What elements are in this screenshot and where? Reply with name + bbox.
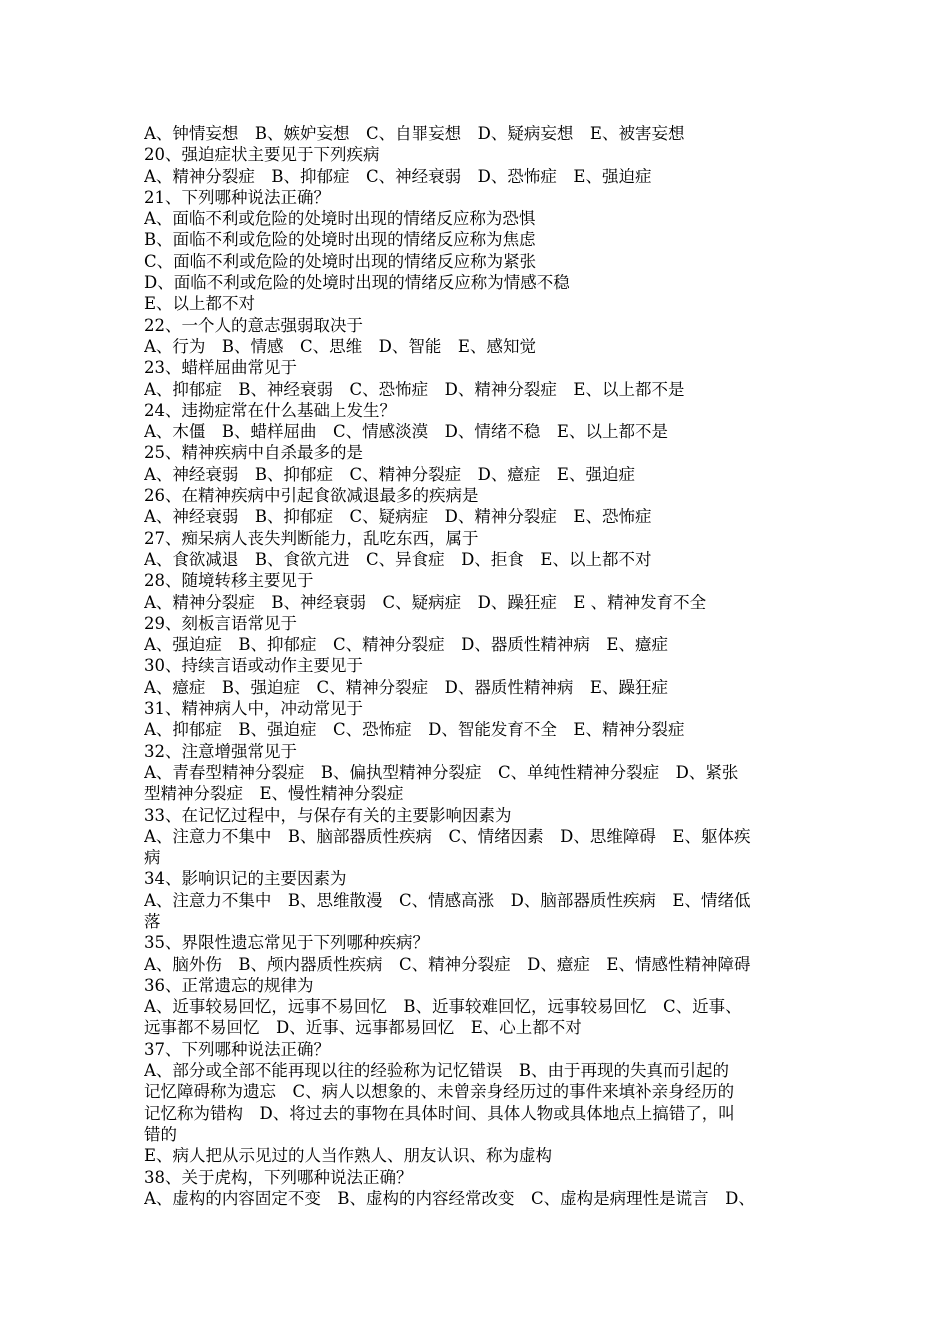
text-line: 记忆称为错构 D、将过去的事物在具体时间、具体人物或具体地点上搞错了，叫: [144, 1103, 735, 1123]
text-line: 型精神分裂症 E、慢性精神分裂症: [144, 784, 404, 804]
text-line: A、木僵 B、蜡样屈曲 C、情感淡漠 D、情绪不稳 E、以上都不是: [144, 422, 668, 442]
text-line: B、面临不利或危险的处境时出现的情绪反应称为焦虑: [144, 230, 536, 250]
text-line: A、行为 B、情感 C、思维 D、智能 E、感知觉: [144, 336, 536, 356]
text-line: A、脑外伤 B、颅内器质性疾病 C、精神分裂症 D、癔症 E、情感性精神障碍: [144, 954, 751, 974]
text-line: 病: [144, 848, 161, 868]
text-line: 远事都不易回忆 D、近事、远事都易回忆 E、心上都不对: [144, 1018, 582, 1038]
text-line: 落: [144, 911, 161, 931]
text-line: A、青春型精神分裂症 B、偏执型精神分裂症 C、单纯性精神分裂症 D、紧张: [144, 762, 739, 782]
text-line: A、面临不利或危险的处境时出现的情绪反应称为恐惧: [144, 209, 536, 229]
text-line: 32、注意增强常见于: [144, 741, 297, 761]
text-line: 错的: [144, 1124, 177, 1144]
text-line: 33、在记忆过程中，与保存有关的主要影响因素为: [144, 805, 512, 825]
document-page: [144, 123, 810, 1209]
text-line: A、精神分裂症 B、神经衰弱 C、疑病症 D、躁狂症 E 、精神发育不全: [144, 592, 707, 612]
text-line: 29、刻板言语常见于: [144, 613, 297, 633]
text-line: 25、精神疾病中自杀最多的是: [144, 443, 363, 463]
text-line: 37、下列哪种说法正确？: [144, 1039, 330, 1059]
text-line: 34、影响识记的主要因素为: [144, 869, 347, 889]
text-line: A、癔症 B、强迫症 C、精神分裂症 D、器质性精神病 E、躁狂症: [144, 677, 668, 697]
text-line: 记忆障碍称为遗忘 C、病人以想象的、未曾亲身经历过的事件来填补亲身经历的: [144, 1082, 735, 1102]
text-line: A、钟情妄想 B、嫉妒妄想 C、自罪妄想 D、疑病妄想 E、被害妄想: [144, 124, 685, 143]
text-line: E、以上都不对: [144, 294, 256, 314]
text-line: 21、下列哪种说法正确？: [144, 187, 330, 207]
text-line: A、注意力不集中 B、脑部器质性疾病 C、情绪因素 D、思维障碍 E、躯体疾: [144, 826, 751, 846]
text-line: A、强迫症 B、抑郁症 C、精神分裂症 D、器质性精神病 E、癔症: [144, 635, 668, 655]
text-line: 23、蜡样屈曲常见于: [144, 358, 297, 378]
text-line: 27、痴呆病人丧失判断能力，乱吃东西，属于: [144, 528, 479, 548]
text-line: 20、强迫症状主要见于下列疾病: [144, 145, 380, 165]
text-line: 38、关于虎构，下列哪种说法正确？: [144, 1167, 413, 1187]
text-line: 35、界限性遗忘常见于下列哪种疾病？: [144, 933, 429, 953]
text-line: A、神经衰弱 B、抑郁症 C、精神分裂症 D、癔症 E、强迫症: [144, 464, 635, 484]
text-line: 28、随境转移主要见于: [144, 571, 314, 591]
text-line: A、食欲减退 B、食欲亢进 C、异食症 D、拒食 E、以上都不对: [144, 549, 652, 569]
text-line: E、病人把从示见过的人当作熟人、朋友认识、称为虚构: [144, 1146, 553, 1166]
text-line: A、抑郁症 B、神经衰弱 C、恐怖症 D、精神分裂症 E、以上都不是: [144, 379, 685, 399]
text-line: A、精神分裂症 B、抑郁症 C、神经衰弱 D、恐怖症 E、强迫症: [144, 166, 652, 186]
text-line: A、抑郁症 B、强迫症 C、恐怖症 D、智能发育不全 E、精神分裂症: [144, 720, 685, 740]
text-line: A、近事较易回忆，远事不易回忆 B、近事较难回忆，远事较易回忆 C、近事、: [144, 997, 742, 1017]
text-line: 26、在精神疾病中引起食欲减退最多的疾病是: [144, 486, 479, 506]
text-line: C、面临不利或危险的处境时出现的情绪反应称为紧张: [144, 251, 537, 271]
text-line: 36、正常遗忘的规律为: [144, 975, 314, 995]
text-line: 24、违拗症常在什么基础上发生？: [144, 400, 396, 420]
text-line: A、注意力不集中 B、思维散漫 C、情感高涨 D、脑部器质性疾病 E、情绪低: [144, 890, 751, 910]
text-line: D、面临不利或危险的处境时出现的情绪反应称为情感不稳: [144, 273, 570, 293]
text-line: A、神经衰弱 B、抑郁症 C、疑病症 D、精神分裂症 E、恐怖症: [144, 507, 652, 527]
text-line: A、部分或全部不能再现以往的经验称为记忆错误 B、由于再现的失真而引起的: [144, 1061, 730, 1081]
text-line: A、虚构的内容固定不变 B、虚构的内容经常改变 C、虚构是病理性是谎言 D、: [144, 1188, 755, 1208]
text-line: 31、精神病人中，冲动常见于: [144, 699, 363, 719]
text-line: 30、持续言语或动作主要见于: [144, 656, 363, 676]
text-line: 22、一个人的意志强弱取决于: [144, 315, 363, 335]
